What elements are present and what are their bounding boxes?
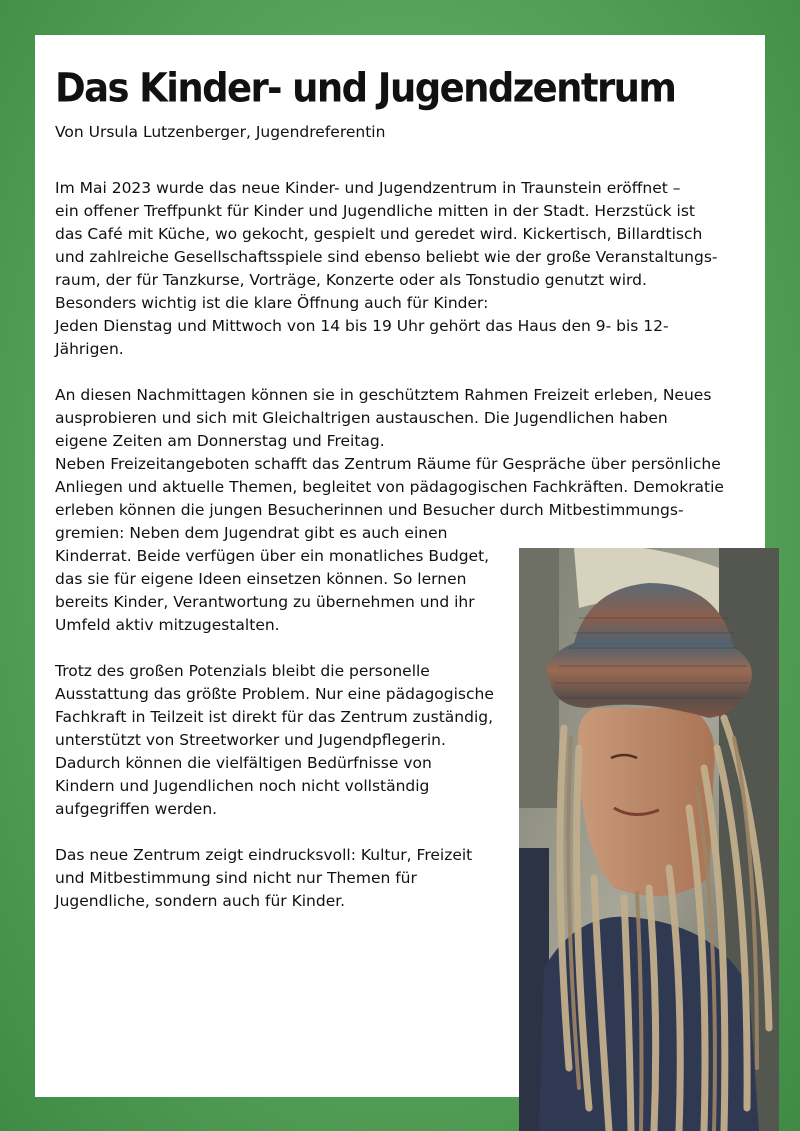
- text-line: Jeden Dienstag und Mittwoch von 14 bis 19 Uhr gehört das Haus den 9- bis 12-: [55, 317, 669, 335]
- text-line: und zahlreiche Gesellschaftsspiele sind ebenso beliebt wie der große Veranstaltungs-: [55, 248, 718, 266]
- portrait-photo: [519, 548, 779, 1131]
- text-line: Besonders wichtig ist die klare Öffnung auch für Kinder:: [55, 294, 489, 312]
- article-title: Das Kinder- und Jugendzentrum: [55, 65, 676, 112]
- text-line: ausprobieren und sich mit Gleichaltrigen austauschen. Die Jugendlichen haben: [55, 409, 668, 427]
- text-line: Ausstattung das größte Problem. Nur eine pädagogische: [55, 685, 494, 703]
- text-line: Trotz des großen Potenzials bleibt die personelle: [55, 662, 430, 680]
- text-line: Anliegen und aktuelle Themen, begleitet von pädagogischen Fachkräften. Demokratie: [55, 478, 724, 496]
- article-byline: Von Ursula Lutzenberger, Jugendreferentin: [55, 123, 386, 141]
- text-line: Neben Freizeitangeboten schafft das Zentrum Räume für Gespräche über persönliche: [55, 455, 721, 473]
- text-line: das sie für eigene Ideen einsetzen können. So lernen: [55, 570, 467, 588]
- text-line: An diesen Nachmittagen können sie in geschütztem Rahmen Freizeit erleben, Neues: [55, 386, 712, 404]
- paragraph-1: [55, 177, 755, 361]
- text-line: bereits Kinder, Verantwortung zu übernehmen und ihr: [55, 593, 475, 611]
- text-line: Fachkraft in Teilzeit ist direkt für das Zentrum zuständig,: [55, 708, 494, 726]
- text-line: Dadurch können die vielfältigen Bedürfnisse von: [55, 754, 432, 772]
- text-line: Im Mai 2023 wurde das neue Kinder- und Jugendzentrum in Traunstein eröffnet –: [55, 179, 681, 197]
- text-line: Kinderrat. Beide verfügen über ein monatliches Budget,: [55, 547, 490, 565]
- text-line: Jährigen.: [55, 340, 124, 358]
- text-line: raum, der für Tanzkurse, Vorträge, Konzerte oder als Tonstudio genutzt wird.: [55, 271, 647, 289]
- text-line: und Mitbestimmung sind nicht nur Themen für: [55, 869, 417, 887]
- text-line: Das neue Zentrum zeigt eindrucksvoll: Kultur, Freizeit: [55, 846, 473, 864]
- text-line: gremien: Neben dem Jugendrat gibt es auch einen: [55, 524, 448, 542]
- text-line: erleben können die jungen Besucherinnen und Besucher durch Mitbestimmungs-: [55, 501, 684, 519]
- text-line: das Café mit Küche, wo gekocht, gespielt und geredet wird. Kickertisch, Billardtisch: [55, 225, 703, 243]
- text-line: Jugendliche, sondern auch für Kinder.: [55, 892, 346, 910]
- text-line: Umfeld aktiv mitzugestalten.: [55, 616, 280, 634]
- text-line: eigene Zeiten am Donnerstag und Freitag.: [55, 432, 385, 450]
- text-line: ein offener Treffpunkt für Kinder und Jugendliche mitten in der Stadt. Herzstück ist: [55, 202, 695, 220]
- text-line: unterstützt von Streetworker und Jugendpflegerin.: [55, 731, 446, 749]
- text-line: Kindern und Jugendlichen noch nicht vollständig: [55, 777, 430, 795]
- text-line: aufgegriffen werden.: [55, 800, 218, 818]
- portrait-illustration: [519, 548, 779, 1131]
